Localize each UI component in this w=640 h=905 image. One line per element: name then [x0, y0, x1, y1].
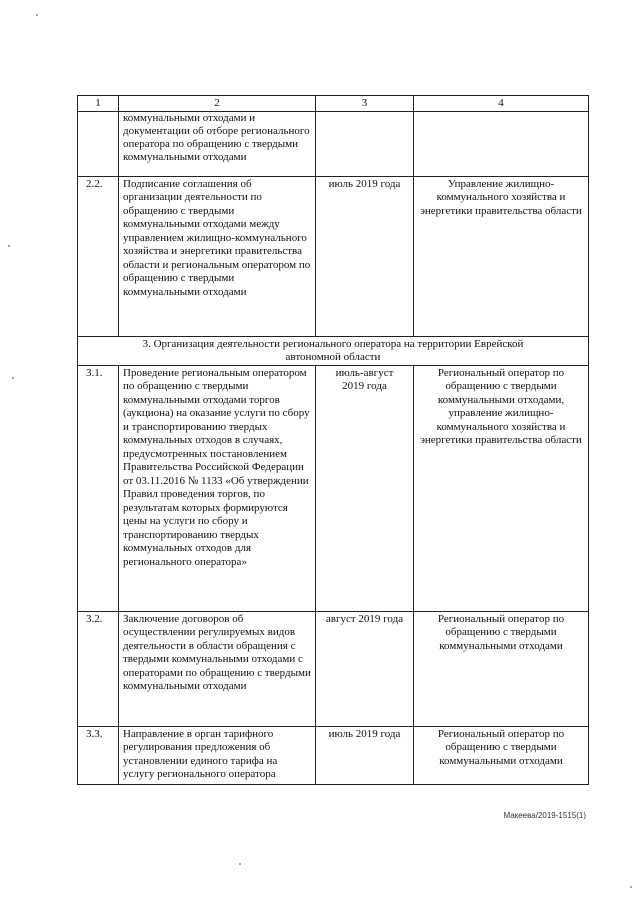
row-deadline: июль-август 2019 года: [316, 365, 414, 611]
row-responsible: Региональный оператор по обращению с твердыми коммунальными отходами: [414, 611, 589, 726]
row-responsible: Управление жилищно-коммунального хозяйства и энергетики правительства области: [414, 176, 589, 336]
table-header-row: [78, 96, 589, 112]
row-deadline: август 2019 года: [316, 611, 414, 726]
header-cell: 1: [78, 96, 119, 112]
table-row: [78, 611, 589, 726]
row-deadline: июль 2019 года: [316, 726, 414, 784]
table-row: [78, 111, 589, 176]
row-deadline: [316, 111, 414, 176]
row-responsible: Региональный оператор по обращению с твердыми коммунальными отходами: [414, 726, 589, 784]
row-number: 3.1.: [78, 365, 119, 611]
table-row: [78, 365, 589, 611]
row-responsible: [414, 111, 589, 176]
row-action: Проведение региональным оператором по обращению с твердыми коммунальными отходами торгов (аукциона) на оказание услуги по сбору и транспортированию твердых коммунальных отходов в случаях, предусмотренных постановлением Правительства Российской Федерации от 03.11.2016 № 1133 «Об утверждении Правил проведения торгов, по результатам которых формируются цены на услуги по сбору и транспортированию твердых коммунальных отходов для регионального оператора»: [119, 365, 316, 611]
row-action: коммунальными отходами и документации об отборе регионального оператора по обращению с твердыми коммунальными отходами: [119, 111, 316, 176]
section-row: [78, 336, 589, 365]
table-row: [78, 176, 589, 336]
scan-speck: [36, 14, 38, 16]
scan-speck: [8, 245, 10, 247]
row-action: Подписание соглашения об организации деятельности по обращению с твердыми коммунальными отходами между управлением жилищно-коммунального хозяйства и энергетики правительства области и региональным оператором по обращению с твердыми коммунальными отходами: [119, 176, 316, 336]
row-number: 3.2.: [78, 611, 119, 726]
document-footer-code: Макеева/2019-1515(1): [503, 811, 586, 820]
header-cell: 2: [119, 96, 316, 112]
row-action: Направление в орган тарифного регулирования предложения об установлении единого тарифа на услугу регионального оператора: [119, 726, 316, 784]
header-cell: 3: [316, 96, 414, 112]
row-responsible: Региональный оператор по обращению с твердыми коммунальными отходами, управление жилищно-коммунального хозяйства и энергетики правительства области: [414, 365, 589, 611]
row-action: Заключение договоров об осуществлении регулируемых видов деятельности в области обращения с твердыми коммунальными отходами с операторами по обращению с твердыми коммунальными отходами: [119, 611, 316, 726]
table-row: [78, 726, 589, 784]
scan-speck: [630, 886, 632, 888]
row-deadline: июль 2019 года: [316, 176, 414, 336]
section-heading: 3. Организация деятельности регионального оператора на территории Еврейской автономной области: [78, 336, 589, 365]
scan-speck: [12, 377, 14, 379]
row-number: 2.2.: [78, 176, 119, 336]
plan-table: [77, 95, 589, 785]
header-cell: 4: [414, 96, 589, 112]
row-number: [78, 111, 119, 176]
scan-speck: [239, 863, 241, 865]
row-number: 3.3.: [78, 726, 119, 784]
